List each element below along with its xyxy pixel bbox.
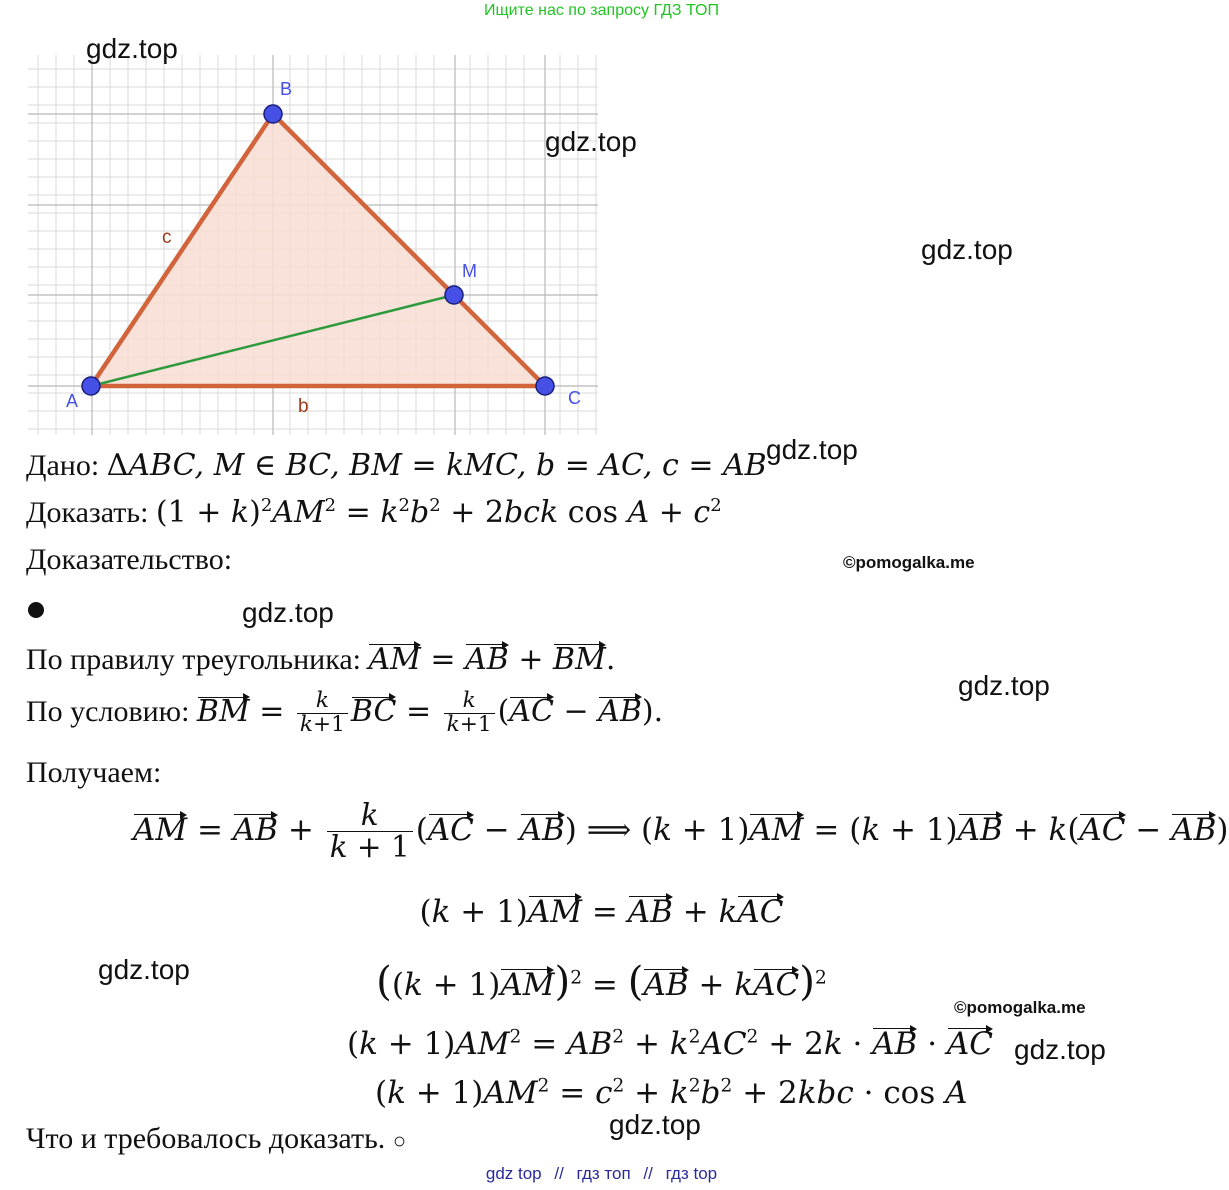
proof-label: Доказательство:	[26, 543, 233, 576]
point-a	[82, 377, 100, 395]
watermark: gdz.top	[86, 33, 178, 64]
watermark: gdz.top	[1014, 1034, 1106, 1065]
triangle-abc	[91, 114, 545, 386]
given-formula: ΔABC, M ∈ BC, BM = kMC, b = AC, c = AB	[106, 448, 767, 483]
condition-formula: BM = $\frac{k}{k+1}$ BC = $\frac{k}{k+1}$ (AC − AB).	[196, 688, 664, 737]
label-m: M	[462, 261, 477, 281]
triangle-figure	[28, 55, 608, 440]
copyright: ©pomogalka.me	[843, 553, 975, 572]
prove-formula: $(1 + k)^2AM^2 = k^2b^2 + 2bck$ $\cos A + c^2$	[155, 495, 722, 530]
bullet	[28, 602, 44, 618]
condition-label: По условию:	[26, 695, 190, 729]
watermark: gdz.top	[921, 234, 1013, 265]
derivation-step-2: (k + 1)AM = AB + kAC	[419, 894, 784, 930]
point-c	[536, 377, 554, 395]
qed-text: Что и требовалось доказать.	[26, 1122, 386, 1155]
triangle-rule-formula: AM = AB + BM.	[368, 642, 616, 677]
qed-line	[26, 1122, 406, 1156]
triangle-rule-line	[26, 642, 615, 677]
watermark: gdz.top	[958, 670, 1050, 701]
given-line	[26, 448, 767, 483]
footer-link-gdz-top-ru[interactable]: гдз топ	[576, 1164, 631, 1183]
prove-line	[26, 495, 722, 530]
point-m	[445, 286, 463, 304]
label-b: B	[280, 79, 293, 99]
watermark: gdz.top	[98, 954, 190, 985]
label-c: C	[568, 388, 581, 408]
qed-mark: ○	[392, 1128, 407, 1153]
derivation-step-3: $((k + 1)AM)^2 = (AB + kAC)^2$	[376, 958, 827, 1005]
watermark: gdz.top	[242, 597, 334, 628]
footer-links	[0, 1164, 1203, 1184]
derivation-step-5: $(k + 1)AM^2 = c^2 + k^2b^2 + 2kbc \cdot \cos A$	[375, 1075, 968, 1111]
derivation-step-4: $(k + 1)AM^2 = AB^2 + k^2AC^2 + 2k$ · AB · AC	[347, 1026, 994, 1062]
label-a: A	[66, 391, 79, 411]
prove-label: Доказать:	[26, 496, 149, 529]
footer-link-gdz-top[interactable]: gdz top	[485, 1164, 542, 1183]
footer-separator: //	[554, 1164, 564, 1183]
watermark: gdz.top	[545, 126, 637, 157]
watermark: gdz.top	[609, 1109, 701, 1140]
watermark: gdz.top	[766, 434, 858, 465]
derivation-step-1: AM = AB + $\frac{k}{k + 1}$ (AC − AB) ⟹ (k + 1)AM = (k + 1)AB + k(AC − AB)	[133, 798, 1229, 864]
given-label: Дано:	[26, 449, 100, 482]
triangle-rule-label: По правилу треугольника:	[26, 643, 361, 676]
copyright: ©pomogalka.me	[954, 998, 1086, 1017]
search-banner: Ищите нас по запросу ГДЗ ТОП	[484, 2, 719, 19]
footer-link-gdz-top-mixed[interactable]: гдз top	[665, 1164, 718, 1183]
label-side-c: c	[162, 227, 172, 248]
point-b	[264, 105, 282, 123]
we-get-label: Получаем:	[26, 756, 162, 789]
condition-line	[26, 690, 663, 736]
label-side-b: b	[298, 396, 309, 417]
footer-separator: //	[643, 1164, 653, 1183]
